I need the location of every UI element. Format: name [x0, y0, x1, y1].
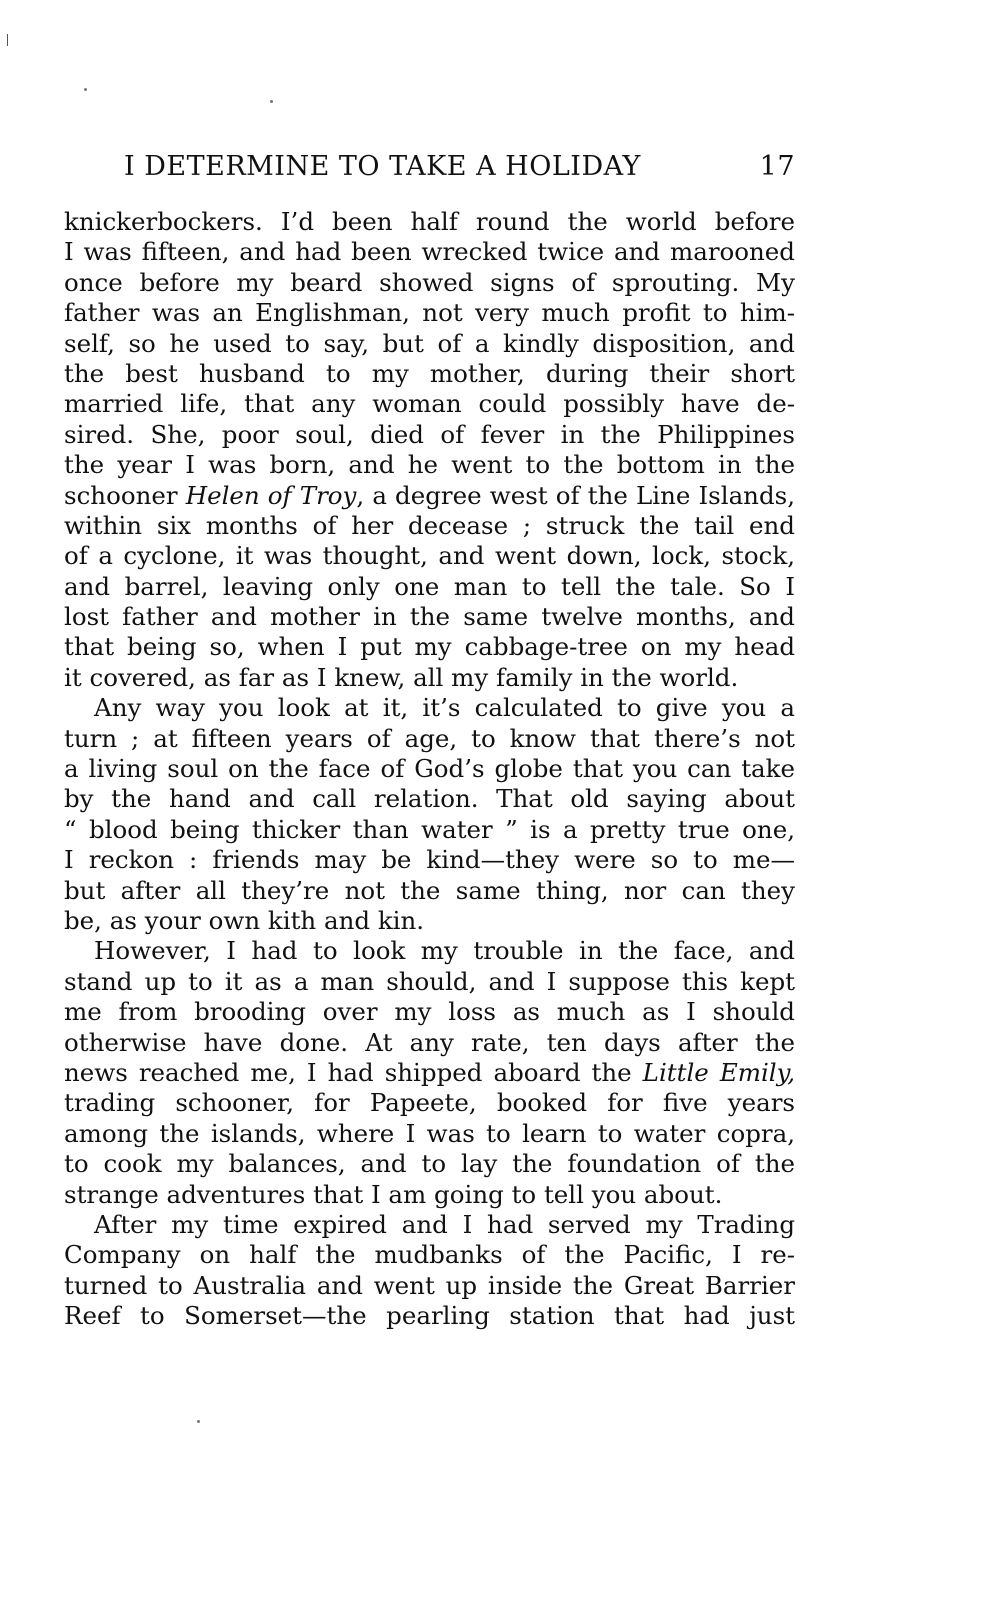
line-text: be, as your own kith and kin. [64, 905, 425, 935]
line-text: once before my beard showed signs of sprouting. My [64, 267, 795, 297]
line-text: among the islands, where I was to learn to water copra, [64, 1118, 795, 1148]
text-line [64, 1119, 795, 1149]
line-text: the best husband to my mother, during their short [64, 358, 795, 388]
text-line [64, 1271, 795, 1301]
line-text: stand up to it as a man should, and I suppose this kept [64, 966, 795, 996]
line-text: it covered, as far as I knew, all my family in the world. [64, 662, 739, 692]
line-text: However, I had to look my trouble in the face, and [94, 936, 795, 966]
text-line [64, 1028, 795, 1058]
line-text: within six months of her decease ; struck the tail end [64, 510, 795, 540]
line-text: the year I was born, and he went to the bottom in the [64, 450, 795, 480]
line-text: turned to Australia and went up inside the Great Barrier [64, 1270, 795, 1300]
text-line [64, 450, 795, 480]
text-line [64, 602, 795, 632]
text-line [64, 1301, 795, 1331]
line-text: “ blood being thicker than water ” is a pretty true one, [64, 814, 795, 844]
running-head [64, 151, 795, 187]
text-line [64, 815, 795, 845]
line-text: Company on half the mudbanks of the Pacific, I re- [64, 1240, 795, 1270]
line-text: strange adventures that I am going to tell you about. [64, 1179, 723, 1209]
text-line [64, 845, 795, 875]
scan-speck [84, 88, 87, 91]
text-line [64, 268, 795, 298]
line-text: sired. She, poor soul, died of fever in the Philippines [64, 419, 795, 449]
line-text: news reached me, I had shipped aboard the [64, 1057, 643, 1087]
text-line [64, 967, 795, 997]
text-line [64, 693, 795, 723]
text-line [64, 1210, 795, 1240]
text-line [64, 420, 795, 450]
line-text: me from brooding over my loss as much as I should [64, 997, 795, 1027]
line-text: but after all they’re not the same thing, nor can they [64, 875, 795, 905]
italic-text: Little Emily, [642, 1057, 795, 1087]
text-line [64, 511, 795, 541]
text-line [64, 663, 795, 693]
scan-edge-mark [7, 34, 8, 46]
text-line [64, 724, 795, 754]
line-text: I reckon : friends may be kind—they were so to me— [64, 845, 795, 875]
text-line [64, 481, 795, 511]
body-text [64, 207, 795, 1331]
text-line [64, 207, 795, 237]
line-text: otherwise have done. At any rate, ten days after the [64, 1027, 795, 1057]
line-text: a living soul on the face of God’s globe that you can take [64, 754, 795, 784]
text-line [64, 359, 795, 389]
text-line [64, 1240, 795, 1270]
text-line [64, 237, 795, 267]
text-line [64, 1180, 795, 1210]
line-text: Any way you look at it, it’s calculated to give you a [94, 693, 795, 723]
line-text: that being so, when I put my cabbage-tree on my head [64, 632, 795, 662]
line-text: turn ; at fifteen years of age, to know that there’s not [64, 723, 795, 753]
text-line [64, 1058, 795, 1088]
line-text: by the hand and call relation. That old saying about [64, 784, 795, 814]
line-text: knickerbockers. I’d been half round the world before [64, 207, 795, 236]
page-number: 17 [759, 151, 795, 182]
line-text: and barrel, leaving only one man to tell the tale. So I [64, 571, 795, 601]
line-text: self, so he used to say, but of a kindly disposition, and [64, 328, 795, 358]
scan-speck [197, 1420, 200, 1423]
text-line [64, 389, 795, 419]
line-text: trading schooner, for Papeete, booked for five years [64, 1088, 795, 1118]
text-line [64, 936, 795, 966]
line-text: to cook my balances, and to lay the foundation of the [64, 1149, 795, 1179]
line-text: After my time expired and I had served my Trading [94, 1209, 795, 1239]
line-text: lost father and mother in the same twelve months, and [64, 602, 795, 632]
text-line [64, 298, 795, 328]
italic-text: Helen of Troy [185, 480, 357, 510]
running-head-title: I DETERMINE TO TAKE A HOLIDAY [124, 151, 641, 182]
text-line [64, 784, 795, 814]
text-line [64, 329, 795, 359]
line-text: married life, that any woman could possibly have de- [64, 389, 795, 419]
line-text: I was fifteen, and had been wrecked twice and marooned [64, 237, 795, 267]
line-text: schooner [64, 480, 186, 510]
text-line [64, 1088, 795, 1118]
text-line [64, 876, 795, 906]
scan-speck [270, 100, 273, 103]
text-line [64, 906, 795, 936]
text-line [64, 1149, 795, 1179]
line-text: , a degree west of the Line Islands, [356, 480, 795, 510]
line-text: of a cyclone, it was thought, and went down, lock, stock, [64, 541, 795, 571]
text-line [64, 632, 795, 662]
text-line [64, 572, 795, 602]
line-text: father was an Englishman, not very much profit to him- [64, 298, 795, 328]
line-text: Reef to Somerset—the pearling station that had just [64, 1301, 795, 1331]
text-line [64, 997, 795, 1027]
text-line [64, 754, 795, 784]
text-line [64, 541, 795, 571]
